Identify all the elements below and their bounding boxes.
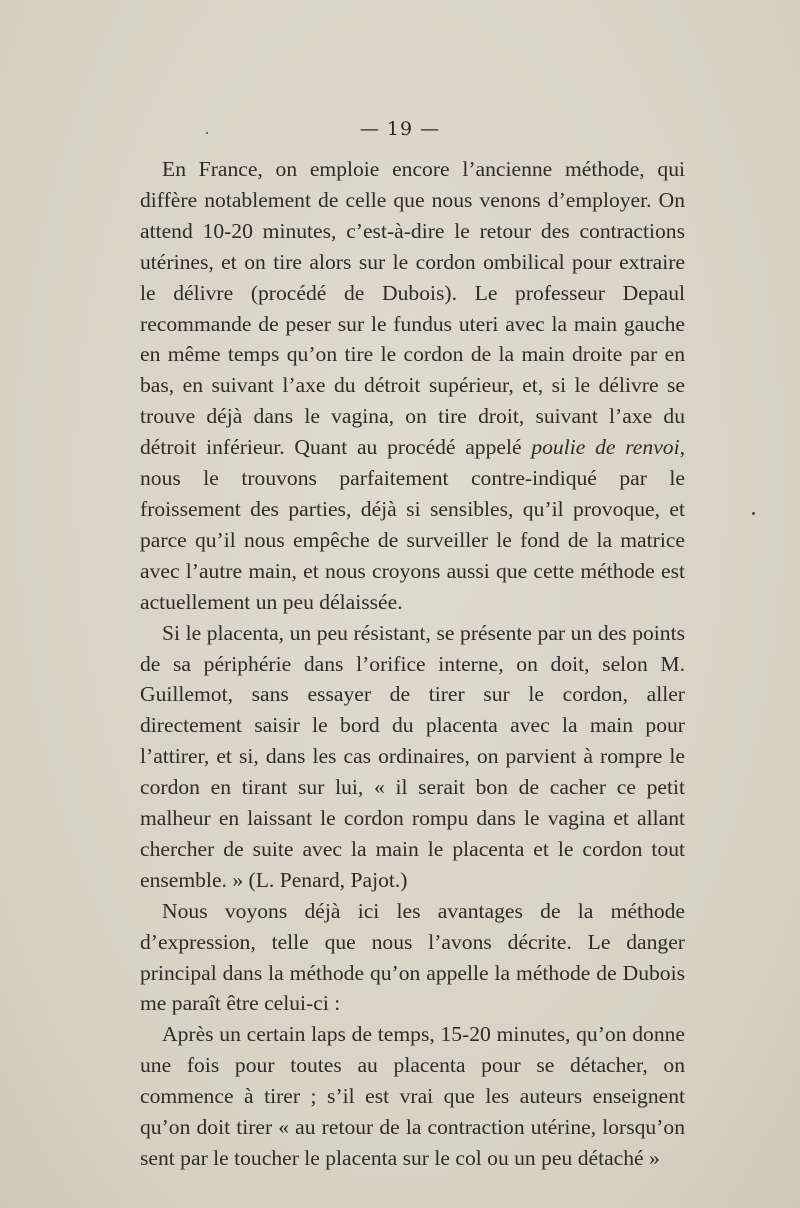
paragraph-1-text-start: En France, on emploie encore l’ancienne méthode, qui diffère notablement de celle que nous venons d’employer. On attend 10-20 minutes, c’est-à-dire le retour des contractions utérines, et on tire alors sur le cordon ombilical pour extraire le délivre (procédé de Dubois). Le professeur Depaul recommande de peser sur le fundus uteri avec la main gauche en même temps qu’on tire le cordon de la main droite par en bas, en suivant l’axe du détroit supérieur, et, si le délivre se trouve déjà dans le vagina, on tire droit, suivant l’axe du détroit inférieur. Quant au procédé appelé — [140, 157, 685, 460]
body-text — [140, 154, 685, 1174]
ink-speck — [752, 512, 755, 515]
paragraph-4: Après un certain laps de temps, 15-20 minutes, qu’on donne une fois pour toutes au placenta pour se détacher, on commence à tirer ; s’il est vrai que les auteurs enseignent qu’on doit tirer « au retour de la contraction utérine, lorsqu’on sent par le toucher le placenta sur le col ou un peu détaché » — [140, 1022, 685, 1170]
paragraph-1-emphasis: poulie de renvoi — [531, 435, 680, 460]
paragraph-1-text-end: , nous le trouvons parfaitement contre-indiqué par le froissement des parties, déjà si sensibles, qu’il provoque, et parce qu’il nous empêche de surveiller le fond de la matrice avec l’autre main, et nous croyons aussi que cette méthode est actuellement un peu délaissée. — [140, 435, 685, 614]
paragraph-3: Nous voyons déjà ici les avantages de la méthode d’expression, telle que nous l’avons décrite. Le danger principal dans la méthode qu’on appelle la méthode de Dubois me paraît être celui-ci : — [140, 898, 685, 1016]
paragraph-2: Si le placenta, un peu résistant, se présente par un des points de sa périphérie dans l’orifice interne, on doit, selon M. Guillemot, sans essayer de tirer sur le cordon, aller directement saisir le bord du placenta avec la main pour l’attirer, et si, dans les cas ordinaires, on parvient à rompre le cordon en tirant sur lui, « il serait bon de cacher ce petit malheur en laissant le cordon rompu dans le vagina et allant chercher de suite avec la main le placenta et le cordon tout ensemble. » (L. Penard, Pajot.) — [140, 620, 685, 892]
page-number: — 19 — — [359, 118, 441, 140]
ink-speck — [206, 132, 208, 134]
paragraph-1 — [140, 154, 685, 618]
